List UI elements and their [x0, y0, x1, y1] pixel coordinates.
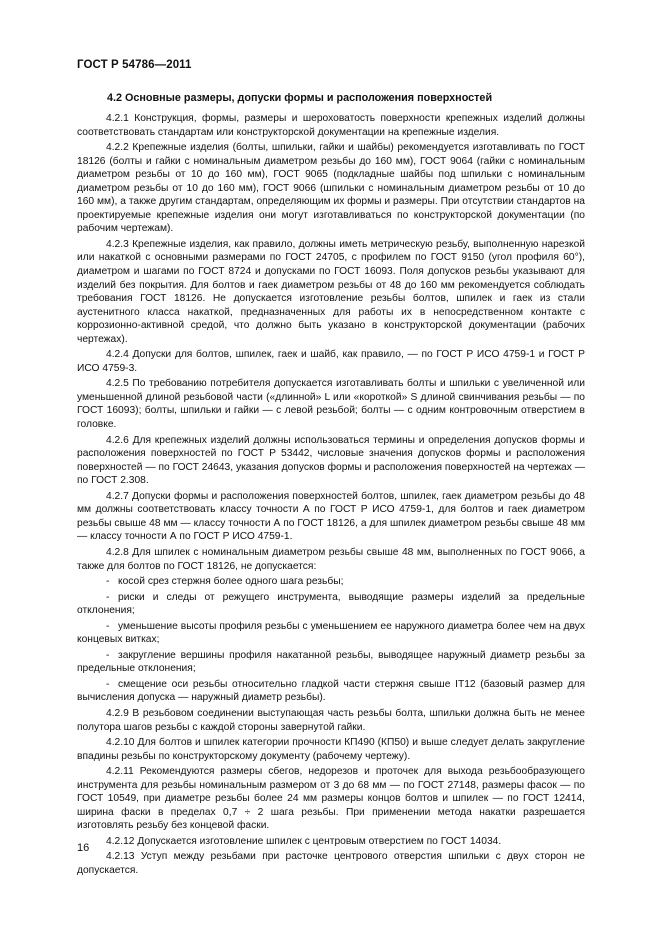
list-item-text: косой срез стержня более одного шага резьбы;: [118, 576, 344, 588]
list-item-text: закругление вершины профиля накатанной резьбы, выводящее наружный диаметр резьбы за предельные отклонения;: [77, 649, 585, 675]
list-dash: -: [106, 620, 110, 632]
list-item: [77, 591, 585, 618]
paragraph-4-2-13: 4.2.13 Уступ между резьбами при расточке центрового отверстия шпильки с двух сторон не допускается.: [77, 851, 585, 876]
document-header: ГОСТ Р 54786—2011: [77, 59, 192, 71]
list-dash: -: [106, 591, 110, 603]
paragraph-4-2-7: 4.2.7 Допуски формы и расположения поверхностей болтов, шпилек, гаек диаметром резьбы до 48 мм должны соответствовать классу точности А по ГОСТ Р ИСО 4759-1, для болтов и гаек диаметром резьбы свыше 48 мм — классу точности А по ГОСТ 18126, а для шпилек диаметром резьбы свыше 48 мм — классу точности А по ГОСТ Р ИСО 4759-1.: [77, 490, 585, 543]
list-item: [77, 678, 585, 705]
paragraph-4-2-4: 4.2.4 Допуски для болтов, шпилек, гаек и шайб, как правило, — по ГОСТ Р ИСО 4759-1 и ГОСТ Р ИСО 4759-3.: [77, 349, 585, 374]
list-item-text: риски и следы от режущего инструмента, выводящие размеры изделий за предельные отклонения;: [77, 591, 585, 617]
paragraph-4-2-2: 4.2.2 Крепежные изделия (болты, шпильки, гайки и шайбы) рекомендуется изготавливать по ГОСТ 18126 (болты и гайки с номинальным диаметром резьбы до 160 мм), ГОСТ 9064 (гайки с номинальным диаметром резьбы от 10 до 160 мм), ГОСТ 9065 (подкладные шайбы под шпильки с номинальным диаметром резьбы от 10 до 160 мм), ГОСТ 9066 (шпильки с номинальным диаметром резьбы от 10 до 160 мм), а также другим стандартам, определяющим их формы и размеры. При отсутствии стандартов на проектируемые крепежные изделия они могут изготавливаться по конструкторской документации (по рабочим чертежам).: [77, 142, 585, 235]
list-dash: -: [106, 649, 110, 661]
paragraph-4-2-8: 4.2.8 Для шпилек с номинальным диаметром резьбы свыше 48 мм, выполненных по ГОСТ 9066, а также для болтов по ГОСТ 18126, не допускается:: [77, 546, 585, 572]
section-title: 4.2 Основные размеры, допуски формы и расположения поверхностей: [107, 92, 493, 104]
list-item-text: уменьшение высоты профиля резьбы с уменьшением ее наружного диаметра более чем на двух концевых витках;: [77, 620, 585, 646]
list-item-text: смещение оси резьбы относительно гладкой части стержня свыше IT12 (базовый размер для вычисления допуска — наружный диаметр резьбы).: [77, 678, 585, 704]
paragraph-4-2-10: 4.2.10 Для болтов и шпилек категории прочности КП490 (КП50) и выше следует делать закругление впадины резьбы по конструкторскому документу (рабочему чертежу).: [77, 737, 585, 762]
list-item: [77, 620, 585, 647]
paragraph-4-2-12: 4.2.12 Допускается изготовление шпилек с центровым отверстием по ГОСТ 14034.: [106, 835, 502, 847]
document-body: [77, 112, 585, 880]
list-item: [77, 575, 585, 589]
paragraph-4-2-1: 4.2.1 Конструкция, формы, размеры и шероховатость поверхности крепежных изделий должны соответствовать стандартам или конструкторской документации на крепежные изделия.: [77, 113, 585, 138]
page-number: 16: [77, 842, 90, 854]
paragraph-4-2-11: 4.2.11 Рекомендуются размеры сбегов, недорезов и проточек для выхода резьбообразующего инструмента для резьбы номинальным размером от 3 до 68 мм — по ГОСТ 27148, размеры фасок — по ГОСТ 10549, при диаметре резьбы более 24 мм размеры концов болтов и шпилек — по ГОСТ 12414, ширина фаски в пределах 0,7 ÷ 2 шага резьбы. При применении метода накатки разрешается изготовлять резьбу без концевой фаски.: [77, 766, 585, 832]
list-item: [77, 649, 585, 676]
paragraph-4-2-5: 4.2.5 По требованию потребителя допускается изготавливать болты и шпильки с увеличенной или уменьшенной длиной резьбовой части («длинной» L или «короткой» S длиной свинчивания резьбы — по ГОСТ 16093); болты, шпильки и гайки — с левой резьбой; болты — с одним контровочным отверстием в головке.: [77, 378, 585, 431]
paragraph-4-2-9: 4.2.9 В резьбовом соединении выступающая часть резьбы болта, шпильки должна быть не менее полутора шагов резьбы с каждой стороны завернутой гайки.: [77, 707, 585, 733]
paragraph-4-2-3: 4.2.3 Крепежные изделия, как правило, должны иметь метрическую резьбу, выполненную нарезкой или накаткой с основными размерами по ГОСТ 24705, с профилем по ГОСТ 9150 (угол профиля 60°), диаметром и шагами по ГОСТ 8724 и допусками по ГОСТ 16093. Поля допусков резьбы указывают для изделий без покрытия. Для болтов и гаек диаметром резьбы от 48 до 160 мм рекомендуется соблюдать требования ГОСТ 18126. Не допускается изготовление резьбы болтов, шпилек и гаек из стали аустенитного класса накаткой, предназначенных для работы их в непосредственном контакте с коррозионно-активной средой, что должно быть указано в конструкторской документации (рабочих чертежах).: [77, 238, 585, 345]
list-dash: -: [106, 576, 110, 588]
list-dash: -: [106, 678, 110, 690]
paragraph-4-2-6: 4.2.6 Для крепежных изделий должны использоваться термины и определения допусков формы и расположения поверхностей по ГОСТ Р 53442, числовые значения допусков формы и расположения поверхностей — по ГОСТ 24643, указания допусков формы и расположения поверхностей на чертежах — по ГОСТ 2.308.: [77, 434, 585, 487]
